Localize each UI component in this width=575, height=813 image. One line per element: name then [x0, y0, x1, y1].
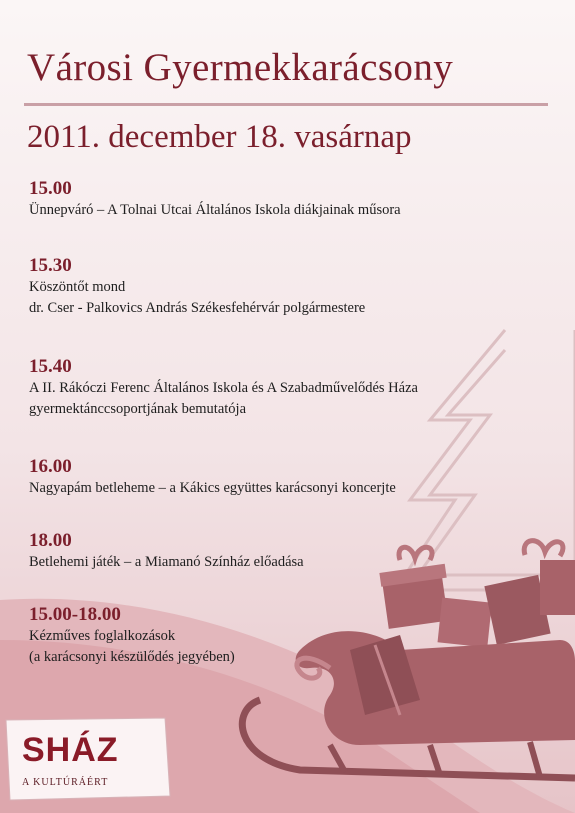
event-description: Ünnepváró – A Tolnai Utcai Általános Iskola diákjainak műsora	[29, 202, 401, 218]
event-time: 15.30	[29, 255, 72, 276]
logo-wordmark: SHÁZ	[22, 731, 119, 769]
event-description: Betlehemi játék – a Miamanó Színház előadása	[29, 554, 304, 570]
event-time: 15.40	[29, 356, 72, 377]
event-item	[29, 178, 401, 221]
event-time: 16.00	[29, 456, 72, 477]
event-item	[29, 255, 365, 319]
event-description: dr. Cser - Palkovics András Székesfehérvár polgármestere	[29, 300, 366, 316]
title-divider	[24, 103, 548, 106]
event-item	[29, 356, 418, 420]
event-time: 15.00	[29, 178, 72, 199]
event-item	[29, 456, 396, 499]
event-item	[29, 604, 235, 668]
event-description: gyermektánccsoportjának bemutatója	[29, 401, 247, 417]
event-description: Kézműves foglalkozások	[29, 628, 176, 644]
event-description: A II. Rákóczi Ferenc Általános Iskola és A Szabadművelődés Háza	[29, 380, 418, 396]
event-description: (a karácsonyi készülődés jegyében)	[29, 649, 235, 665]
event-description: Köszöntőt mond	[29, 279, 126, 295]
event-time: 15.00-18.00	[29, 604, 121, 625]
event-date: 2011. december 18. vasárnap	[27, 119, 412, 155]
event-description: Nagyapám betleheme – a Kákics együttes karácsonyi koncerjte	[29, 480, 396, 496]
event-item	[29, 530, 304, 573]
event-time: 18.00	[29, 530, 72, 551]
logo-subtitle: A KULTÚRÁÉRT	[22, 777, 109, 788]
page-title: Városi Gyermekkarácsony	[27, 46, 454, 89]
